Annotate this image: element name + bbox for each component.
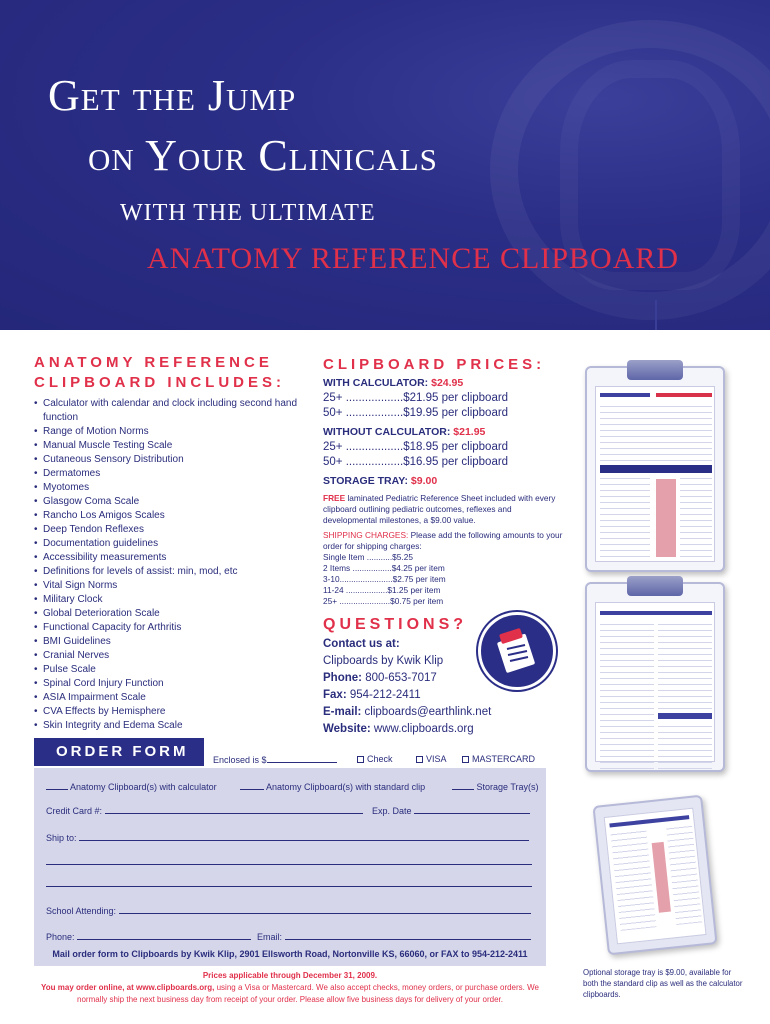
banner-divider — [655, 300, 657, 330]
mail-instructions: Mail order form to Clipboards by Kwik Klip, 2901 Ellsworth Road, Nortonville KS, 66060, or FAX to 954-212-2411 — [52, 949, 528, 959]
fax-label: Fax: — [323, 689, 347, 701]
tray-caption: Optional storage tray is $9.00, available for both the standard clip as well as the calculator clipboards. — [583, 968, 743, 999]
includes-list-item: • Documentation guidelines — [34, 537, 304, 551]
shipping-row: 2 Items .................$4.25 per item — [323, 563, 445, 573]
price-row: 50+ ..................$16.95 per clipboard — [323, 456, 509, 468]
shipping-label: SHIPPING CHARGES: — [323, 530, 409, 540]
shipping-text: Please add the following amounts to your order for shipping charges: — [323, 530, 563, 551]
email-field[interactable]: Email: — [257, 931, 531, 942]
with-calculator-price — [323, 376, 563, 391]
order-form-box — [34, 768, 546, 966]
includes-list-item: • Accessibility measurements — [34, 551, 304, 565]
headline-line-1: Get the Jump — [48, 71, 297, 120]
includes-list-item: • Range of Motion Norms — [34, 425, 304, 439]
includes-list-item: • Definitions for levels of assist: min, mod, etc — [34, 565, 304, 579]
exp-date-field[interactable]: Exp. Date — [372, 805, 530, 816]
includes-list-item: • Deep Tendon Reflexes — [34, 523, 304, 537]
storage-tray-image — [592, 795, 717, 956]
payment-visa-option[interactable]: VISA — [416, 754, 447, 764]
ship-to-field[interactable]: Ship to: — [46, 832, 529, 843]
enclosed-field[interactable] — [213, 754, 337, 765]
free-sheet-note — [323, 493, 563, 526]
with-calculator-amount: $24.95 — [431, 377, 464, 389]
qty-standard-field[interactable]: Anatomy Clipboard(s) with standard clip — [240, 781, 425, 792]
ship-to-line[interactable] — [46, 864, 532, 865]
credit-card-field[interactable]: Credit Card #: — [46, 805, 363, 816]
visa-checkbox[interactable] — [416, 756, 423, 763]
free-text: laminated Pediatric Reference Sheet included with every clipboard outlining pediatric outcomes, reflexes and developmental milestones, a $9.00 value. — [323, 493, 556, 525]
includes-heading-line-1: ANATOMY REFERENCE — [34, 354, 273, 371]
with-calculator-label: WITH CALCULATOR: — [323, 377, 429, 389]
qty-tray-field[interactable]: Storage Tray(s) — [452, 781, 539, 792]
storage-tray-amount: $9.00 — [410, 475, 438, 487]
qty-calculator-field[interactable]: Anatomy Clipboard(s) with calculator — [46, 781, 217, 792]
email-link[interactable]: clipboards@earthlink.net — [364, 706, 492, 718]
email-label: E-mail: — [323, 706, 362, 718]
includes-list-item: • Dermatomes — [34, 467, 304, 481]
headline — [48, 66, 688, 186]
website-link[interactable]: www.clipboards.org — [373, 723, 474, 735]
headline-line-2: on Your Clinicals — [88, 131, 438, 180]
includes-list-item: • Rancho Los Amigos Scales — [34, 509, 304, 523]
includes-heading — [34, 353, 285, 393]
includes-list-item: • Skin Integrity and Edema Scale — [34, 719, 304, 733]
includes-list-item: • Military Clock — [34, 593, 304, 607]
product-name: ANATOMY REFERENCE CLIPBOARD — [147, 242, 680, 275]
includes-list-item: • CVA Effects by Hemisphere — [34, 705, 304, 719]
includes-heading-line-2: CLIPBOARD INCLUDES: — [34, 374, 285, 391]
includes-list — [34, 397, 304, 733]
clipboard-standard-image — [585, 582, 725, 772]
online-order-note: You may order online, at www.clipboards.org, using a Visa or Mastercard. We also accept checks, money orders, or purchase orders. We normally ship the next business day from receipt of your order. Please allow five business days for delivery of your order. — [41, 983, 539, 1004]
includes-list-item: • Glasgow Coma Scale — [34, 495, 304, 509]
includes-list-item: • Functional Capacity for Arthritis — [34, 621, 304, 635]
payment-check-option[interactable]: Check — [357, 754, 393, 764]
includes-list-item: • Myotomes — [34, 481, 304, 495]
price-row: 50+ ..................$19.95 per clipboard — [323, 407, 509, 419]
without-calculator-amount: $21.95 — [453, 426, 486, 438]
includes-list-item: • Cutaneous Sensory Distribution — [34, 453, 304, 467]
storage-tray-label: STORAGE TRAY: — [323, 475, 408, 487]
questions-heading: QUESTIONS? — [323, 616, 468, 633]
without-calculator-price — [323, 425, 563, 440]
includes-list-item: • Manual Muscle Testing Scale — [34, 439, 304, 453]
includes-list-item: • ASIA Impairment Scale — [34, 691, 304, 705]
without-calculator-label: WITHOUT CALCULATOR: — [323, 426, 451, 438]
shipping-row: 3-10.......................$2.75 per item — [323, 574, 446, 584]
shipping-row: 11-24 ..................$1.25 per item — [323, 585, 441, 595]
clipboard-calculator-image — [585, 366, 725, 572]
phone-field[interactable]: Phone: — [46, 931, 251, 942]
includes-list-item: • Vital Sign Norms — [34, 579, 304, 593]
includes-list-item: • Pulse Scale — [34, 663, 304, 677]
school-field[interactable]: School Attending: — [46, 905, 531, 916]
prices-valid-note: Prices applicable through December 31, 2009. — [202, 971, 378, 980]
free-label: FREE — [323, 493, 346, 503]
includes-list-item: • Global Deterioration Scale — [34, 607, 304, 621]
prices-section — [323, 376, 563, 607]
ship-to-line[interactable] — [46, 886, 532, 887]
enclosed-label: Enclosed is $ — [213, 755, 267, 765]
price-row: 25+ ..................$21.95 per clipboard — [323, 392, 509, 404]
clipboard-logo-icon — [478, 612, 556, 690]
subheadline: WITH THE ULTIMATE — [120, 200, 376, 226]
company-name: Clipboards by Kwik Klip — [323, 655, 444, 667]
order-form-title: ORDER FORM — [34, 738, 204, 766]
check-checkbox[interactable] — [357, 756, 364, 763]
shipping-row: Single Item ...........$5.25 — [323, 552, 413, 562]
footer — [34, 970, 546, 1006]
includes-list-item: • Calculator with calendar and clock including second hand function — [34, 397, 304, 425]
phone-number[interactable]: 800-653-7017 — [365, 672, 437, 684]
fax-number: 954-212-2411 — [349, 689, 421, 701]
storage-tray-price — [323, 474, 563, 489]
header-banner — [0, 0, 770, 330]
includes-list-item: • BMI Guidelines — [34, 635, 304, 649]
mastercard-checkbox[interactable] — [462, 756, 469, 763]
includes-list-item: • Cranial Nerves — [34, 649, 304, 663]
shipping-row: 25+ ......................$0.75 per item — [323, 596, 444, 606]
includes-list-item: • Spinal Cord Injury Function — [34, 677, 304, 691]
phone-label: Phone: — [323, 672, 362, 684]
prices-heading: CLIPBOARD PRICES: — [323, 356, 546, 373]
price-row: 25+ ..................$18.95 per clipboard — [323, 441, 509, 453]
shipping-note — [323, 530, 563, 552]
contact-label: Contact us at: — [323, 638, 400, 650]
website-label: Website: — [323, 723, 371, 735]
payment-mastercard-option[interactable]: MASTERCARD — [462, 754, 535, 764]
